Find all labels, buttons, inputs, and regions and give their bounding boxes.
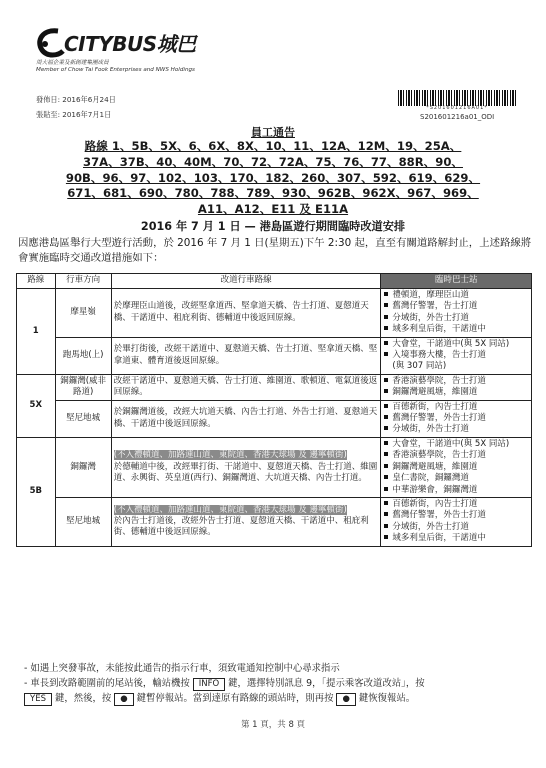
direction-cell: 銅鑼灣(威非路道): [55, 374, 111, 400]
stop-item: 分域街，外告士打道: [383, 424, 529, 435]
stops-cell: [381, 437, 532, 497]
table-row: [17, 374, 532, 400]
bullet-icon: [384, 501, 388, 505]
dot-key: ●: [336, 693, 355, 706]
bullet-icon: [384, 378, 388, 382]
barcode: [398, 90, 516, 106]
route-list-line: A11、A12、E11 及 E11A: [197, 202, 349, 217]
stop-item: 分域街，外告士打道: [383, 522, 529, 533]
bullet-icon: [384, 426, 388, 430]
stop-item: 域多利皇后街，干諾道中: [383, 533, 529, 544]
stop-item: 舊灣仔警署，外告士打道: [383, 413, 529, 424]
stops-cell: [381, 337, 532, 374]
intro-paragraph: 因應港島區舉行大型遊行活動，於 2016 年 7 月 1 日(星期五)下午 2:30 起，直至有關道路解封止，上述路線將會實施臨時交通改道措施如下：: [18, 237, 532, 265]
header-direction: 行車方向: [55, 274, 111, 289]
bullet-icon: [384, 475, 388, 479]
route-cell: 5B: [17, 437, 56, 546]
table-header-row: [17, 274, 532, 289]
stop-item: 域多利皇后街，干諾道中: [383, 324, 529, 335]
table-row: [17, 400, 532, 437]
route-list-line: 路線 1、5B、5X、6、6X、8X、10、11、12A、12M、19、25A、: [84, 139, 462, 153]
reroute-cell: [111, 497, 381, 546]
stop-item: 百德新街，內告士打道: [383, 499, 529, 510]
route-list: [40, 139, 506, 218]
cancelled-section-note: (不入禮頓道、加路連山道、東院道、香港大球場 及 邊寧頓街): [113, 504, 347, 515]
reroute-cell: 於銅鑼灣道後，改經大坑道天橋、內告士打道、外告士打道、夏慤道天橋、干諾道中後返回原線。: [111, 400, 381, 437]
company-subtitle-en: Member of Chow Tai Fook Enterprises and NWS Holdings: [36, 67, 195, 73]
citybus-logo: [36, 26, 206, 60]
page-number: 第 1 頁，共 8 頁: [240, 720, 306, 730]
bullet-icon: [384, 452, 388, 456]
stops-cell: [381, 497, 532, 546]
company-subtitle: [36, 60, 195, 74]
table-row: [17, 497, 532, 546]
stop-item: 香港演藝學院，告士打道: [383, 376, 529, 387]
reroute-cell: 於摩理臣山道後，改經堅拿道西、堅拿道天橋、告士打道、夏慤道天橋、干諾道中、租庇利街、德輔道中後返回原線。: [111, 289, 381, 338]
stop-item: 大會堂，干諾道中(與 5X 同站): [383, 339, 529, 350]
bullet-icon: [384, 535, 388, 539]
route-cell: 1: [17, 289, 56, 375]
reroute-cell: [111, 437, 381, 497]
instruction-line-2: - 車長到改路範圍前的尾站後，輸站機按 INFO 鍵，選擇特別訊息 9，「提示乘客改道改站」，按: [24, 678, 425, 689]
reroute-text: 於內告士打道後，改經外告士打道、夏慤道天橋、干諾道中、租庇利街、德輔道中後返回原線。: [113, 516, 369, 538]
route-list-line: 671、681、690、780、788、789、930、962B、962X、967、969、: [67, 186, 479, 201]
instruction-line-1: - 如遇上突發事故，未能按此通告的指示行車，須致電通知控制中心尋求指示: [24, 663, 340, 674]
barcode-text: *S201601216A01*: [426, 105, 488, 111]
notice-subtitle: 2016 年 7 月 1 日 — 港島區遊行期間臨時改道安排: [140, 220, 406, 233]
bullet-icon: [384, 315, 388, 319]
bullet-icon: [384, 512, 388, 516]
stops-cell: [381, 400, 532, 437]
stop-item: 大會堂，干諾道中(與 5X 同站): [383, 439, 529, 450]
stop-item: 銅鑼灣避風塘，維園道: [383, 462, 529, 473]
stops-cell: [381, 374, 532, 400]
route-list-line: 90B、96、97、102、103、170、182、260、307、592、619、629、: [65, 170, 481, 185]
bullet-icon: [384, 292, 388, 296]
stop-note: (與 307 同站): [392, 361, 447, 372]
reroute-cell: 改經干諾道中、夏慤道天橋、告士打道、維園道、歌頓道、電氣道後返回原線。: [111, 374, 381, 400]
logo-text: CITYBUS城巴: [64, 32, 196, 56]
direction-cell: 堅尼地城: [55, 400, 111, 437]
direction-cell: 跑馬地(上): [55, 337, 111, 374]
header-temp-stops: 臨時巴士站: [381, 274, 532, 289]
bullet-icon: [384, 341, 388, 345]
bullet-icon: [384, 352, 388, 356]
route-list-line: 37A、37B、40、40M、70、72、72A、75、76、77、88R、90、: [83, 154, 463, 169]
stop-item: 香港演藝學院，告士打道: [383, 450, 529, 461]
company-subtitle-zh: 周大福企業及新創建集團成員: [36, 60, 109, 66]
table-row: [17, 289, 532, 338]
bullet-icon: [384, 464, 388, 468]
stop-item: 銅鑼灣避風塘，維園道: [383, 387, 529, 398]
bullet-icon: [384, 524, 388, 528]
bullet-icon: [384, 326, 388, 330]
display-date: 張貼至: 2016年7月1日: [36, 110, 112, 119]
stop-item: 舊灣仔警署，告士打道: [383, 301, 529, 312]
instruction-line-3: YES 鍵，然後，按 ● 鍵暫停報站。當到達原有路線的頭站時，則再按 ● 鍵恢復報站。: [24, 692, 529, 706]
header-route: 路線: [17, 274, 56, 289]
notice-title: 員工通告: [251, 126, 295, 139]
logo-swoosh-icon: [36, 26, 66, 58]
info-key: INFO: [193, 678, 225, 691]
document-number: S201601216a01_ODI: [420, 113, 495, 121]
stop-item: 百德新街，內告士打道: [383, 402, 529, 413]
stops-cell: [381, 289, 532, 338]
issue-date: 發佈日: 2016年6月24日: [36, 95, 116, 104]
header-reroute: 改道行車路線: [111, 274, 381, 289]
stop-item: 皇仁書院，銅鑼灣道: [383, 473, 529, 484]
bullet-icon: [384, 441, 388, 445]
bullet-icon: [384, 415, 388, 419]
direction-cell: 銅鑼灣: [55, 437, 111, 497]
reroute-text: 於德輔道中後，改經畢打街、干諾道中、夏慤道天橋、告士打道、維園道、永興街、英皇道(西行)、銅鑼灣道、大坑道天橋、內告士打道。: [113, 461, 378, 484]
stop-item: 舊灣仔警署，外告士打道: [383, 510, 529, 521]
stop-item: 分域街，外告士打道: [383, 313, 529, 324]
diversion-table: [16, 273, 532, 547]
bullet-icon: [384, 404, 388, 408]
yes-key: YES: [24, 693, 52, 706]
bullet-icon: [384, 389, 388, 393]
dot-key: ●: [114, 693, 133, 706]
route-cell: 5X: [17, 374, 56, 437]
direction-cell: 摩星嶺: [55, 289, 111, 338]
table-row: [17, 337, 532, 374]
direction-cell: 堅尼地城: [55, 497, 111, 546]
stop-item: 中華游樂會，銅鑼灣道: [383, 485, 529, 496]
bullet-icon: [384, 487, 388, 491]
table-row: [17, 437, 532, 497]
stop-item: 入境事務大樓，告士打道: [383, 350, 529, 361]
cancelled-section-note: (不入禮頓道、加路連山道、東院道、香港大球場 及 邊寧頓街): [113, 450, 347, 461]
reroute-cell: 於畢打街後，改經干諾道中、夏慤道天橋、告士打道、堅拿道天橋、堅拿道東、體育道後返回原線。: [111, 337, 381, 374]
bullet-icon: [384, 303, 388, 307]
stop-item: 禮頓道，摩理臣山道: [383, 290, 529, 301]
